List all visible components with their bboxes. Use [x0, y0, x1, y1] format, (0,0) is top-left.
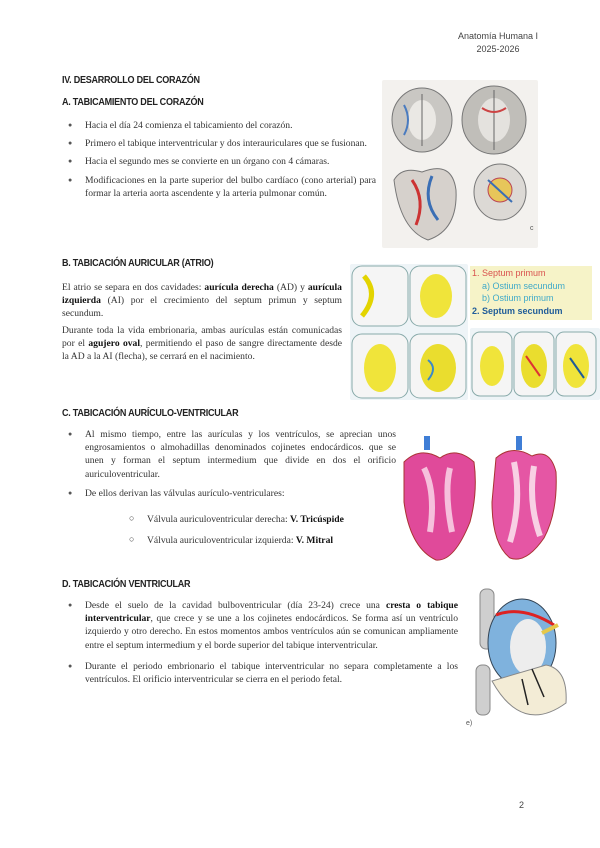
sublist-item-tricuspide: ○ Válvula auriculoventricular derecha: V. Tricúspide	[147, 514, 344, 525]
header-course: Anatomía Humana I	[457, 31, 538, 41]
list-item: ● Hacia el día 24 comienza el tabicamiento del corazón.	[66, 119, 376, 132]
term-cresta-tabique: cresta o tabique interventricular	[85, 600, 458, 625]
ventricular-septation-figure	[462, 585, 572, 733]
section-c-title: C. TABICACIÓN AURÍCULO-VENTRICULAR	[62, 407, 239, 419]
section-b-title: B. TABICACIÓN AURICULAR (ATRIO)	[62, 257, 214, 269]
term-agujero-oval: agujero oval	[88, 338, 141, 350]
av-septation-figure	[400, 432, 560, 568]
list-item: ● Al mismo tiempo, entre las aurículas y los ventrículos, se aprecian unos engrosamientos o almohadillas denominados cojinetes endocárdicos. que se unen y forman el septum intermedium que divide en dos el orificio auriculoventricular.	[66, 428, 396, 481]
list-item: ● Hacia el segundo mes se convierte en un órgano con 4 cámaras.	[66, 155, 376, 168]
section-b-paragraph-2: Durante toda la vida embrionaria, ambas aurículas están comunicadas por el agujero oval, permitiendo el paso de sangre directamente desde la AD a la AI (flecha), se cerrará en el nacimiento.	[62, 325, 343, 363]
legend-ostium-secundum: a) Ostium secundum	[482, 281, 566, 291]
term-auricula-izquierda: aurícula izquierda	[62, 282, 342, 307]
page-number: 2	[518, 800, 524, 810]
legend-septum-primum: 1. Septum primum	[472, 268, 546, 278]
sublist-item-mitral: ○ Válvula auriculoventricular izquierda: V. Mitral	[147, 535, 333, 546]
list-item: ● Modificaciones en la parte superior del bulbo cardíaco (cono arterial) para formar la arteria aorta ascendente y la arteria pulmonar común.	[66, 174, 376, 200]
section-a-list	[66, 119, 376, 205]
list-item: ● De ellos derivan las válvulas aurículo-ventriculares:	[66, 487, 396, 500]
legend-septum-secundum: 2. Septum secundum	[472, 306, 563, 316]
figure-d-label: e)	[466, 720, 473, 727]
section-c-list	[66, 428, 396, 505]
section-b-paragraph-1: El atrio se separa en dos cavidades: aurícula derecha (AD) y aurícula izquierda (AI) por el crecimiento del septum primun y septum secundum.	[62, 282, 342, 320]
section-main-title: IV. DESARROLLO DEL CORAZÓN	[62, 74, 200, 86]
list-item: ● Primero el tabique interventricular y dos interauriculares que se fusionan.	[66, 137, 376, 150]
header-year: 2025-2026	[476, 44, 520, 54]
section-d-title: D. TABICACIÓN VENTRICULAR	[62, 578, 191, 590]
heart-septation-figure	[382, 80, 538, 248]
list-item: ● Desde el suelo de la cavidad bulboventricular (día 23-24) crece una cresta o tabique interventricular, que crece y se une a los cojinetes endocárdicos. Se forma así un ventrículo izquierdo y otro derecho. En estos momentos ambos ventrículos aún se comunican ampliamente entre el septum intermedium y el borde superior del tabique interventricular.	[66, 599, 458, 652]
section-a-title: A. TABICAMIENTO DEL CORAZÓN	[62, 96, 204, 108]
atrial-septation-figure-2	[470, 328, 600, 400]
page-header	[458, 30, 538, 56]
term-auricula-derecha: aurícula derecha	[204, 282, 274, 293]
svg-text:c: c	[530, 225, 534, 232]
section-d-list	[66, 599, 458, 691]
legend-ostium-primum: b) Ostium primum	[482, 293, 554, 303]
atrial-septation-figure	[350, 264, 468, 400]
list-item: ● Durante el periodo embrionario el tabique interventricular no separa completamente a los ventrículos. El orificio interventricular se cierra en el periodo fetal.	[66, 660, 458, 686]
